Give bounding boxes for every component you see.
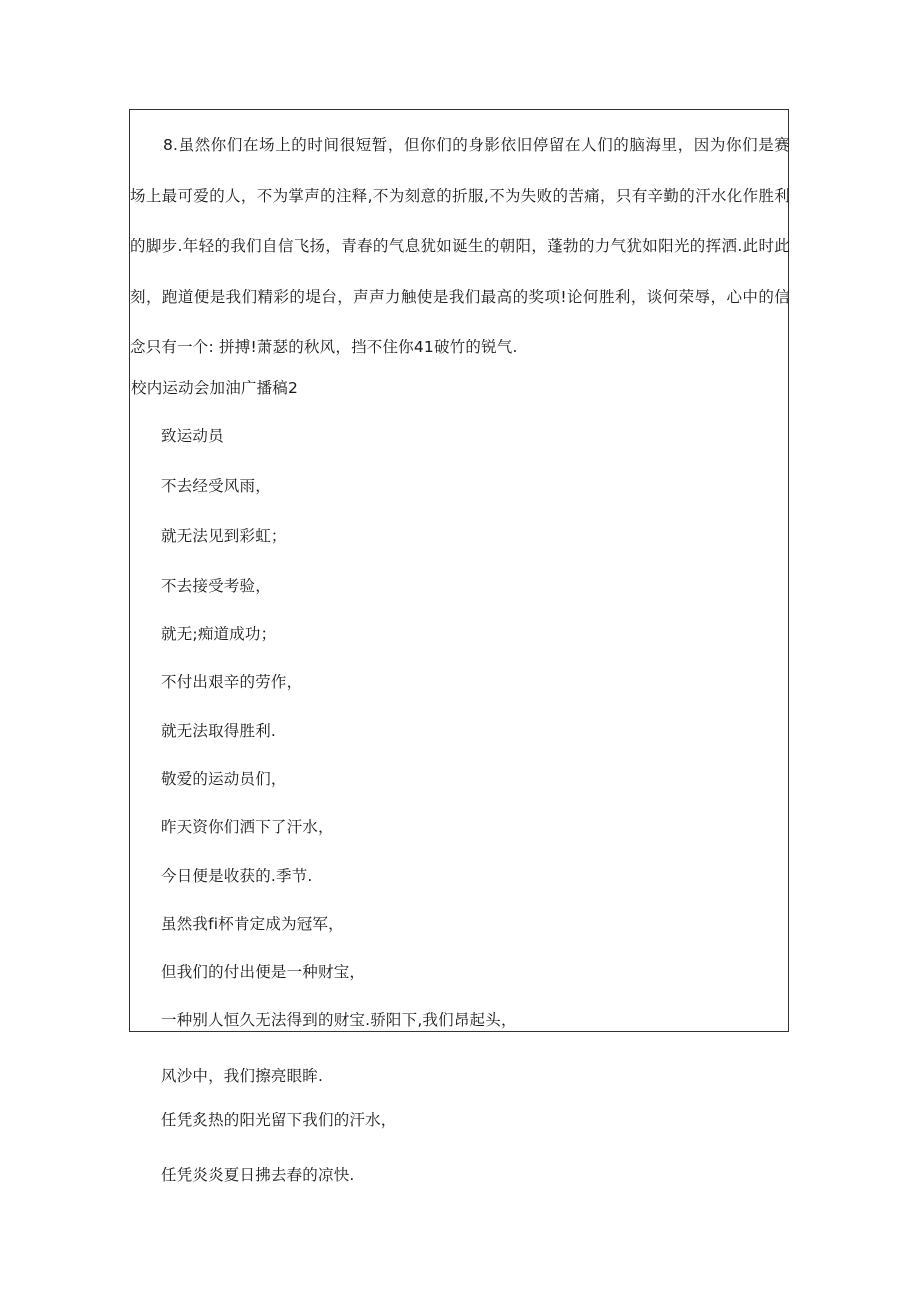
- poem-line: 虽然我fi杯肯定成为冠军，: [161, 915, 344, 933]
- paragraph-8: [130, 120, 790, 373]
- paragraph-8-text: 8.虽然你们在场上的时间很短暂，但你们的身影依旧停留在人们的脑海里，因为你们是赛场上最可爱的人，不为掌声的注释,不为刻意的折服,不为失败的苦痛，只有辛勤的汗水化作胜利的脚步.年轻的我们自信飞扬，青春的气息犹如诞生的朝阳，蓬勃的力气犹如阳光的挥洒.此时此刻，跑道便是我们精彩的堤台，声声力触使是我们最高的奖项!论何胜利，谈何荣辱，心中的信念只有一个: 拼搏!萧瑟的秋风，挡不住你41破竹的锐气.: [130, 136, 790, 356]
- poem-line: 就无;痴道成功；: [161, 625, 277, 643]
- poem-line: 致运动员: [161, 427, 224, 445]
- poem-line: 不去经受风雨，: [161, 477, 271, 495]
- poem-line: 敬爱的运动员们，: [161, 770, 287, 788]
- poem-line: 昨天资你们洒下了汗水，: [161, 818, 334, 836]
- poem-line: 不去接受考验，: [161, 577, 271, 595]
- outside-line: 风沙中，我们擦亮眼眸.: [161, 1067, 324, 1085]
- poem-line: 一种别人恒久无法得到的财宝.骄阳下,我们昂起头，: [161, 1011, 517, 1029]
- poem-line: 今日便是收获的.季节.: [161, 867, 313, 885]
- poem-line: 就无法取得胜利.: [161, 722, 277, 740]
- section-heading: 校内运动会加油广播稿2: [131, 379, 299, 397]
- outside-line: 任凭炎炎夏日拂去春的凉快.: [161, 1166, 355, 1184]
- outside-line: 任凭炙热的阳光留下我们的汗水，: [161, 1111, 397, 1129]
- poem-line: 就无法见到彩虹；: [161, 527, 287, 545]
- poem-line: 但我们的付出便是一种财宝，: [161, 963, 366, 981]
- poem-line: 不付出艰辛的劳作，: [161, 673, 303, 691]
